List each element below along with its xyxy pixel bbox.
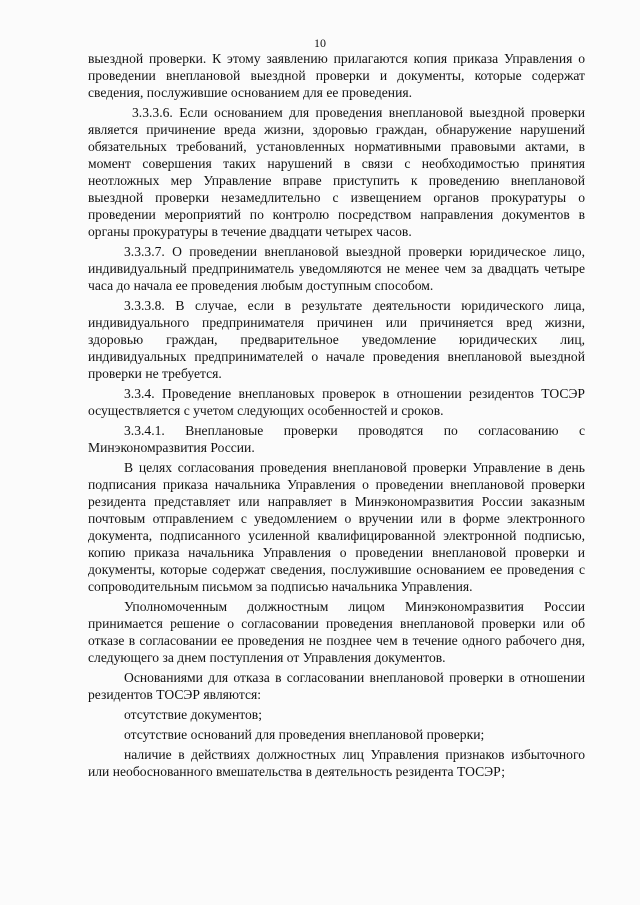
paragraph-p2: 3.3.3.7. О проведении внеплановой выездной проверки юридическое лицо, индивидуальный предприниматель уведомляются не менее чем за двадцать четыре часа до начала ее проведения любым доступным способом. — [88, 244, 585, 293]
paragraph-p7: Уполномоченным должностным лицом Минэкономразвития России принимается решение о согласовании проведения внеплановой проверки или об отказе в согласовании ее проведения не позднее чем в течение одного рабочего дня, следующего за днем поступления от Управления документов. — [88, 599, 585, 665]
document-body — [88, 50, 585, 783]
paragraph-p0: выездной проверки. К этому заявлению прилагаются копия приказа Управления о проведении внеплановой выездной проверки и документы, которые содержат сведения, послужившие основанием для ее проведения. — [88, 51, 585, 100]
paragraph-p3: 3.3.3.8. В случае, если в результате деятельности юридического лица, индивидуального предпринимателя причинен или причиняется вред жизни, здоровью граждан, предварительное уведомление юридических лиц, индивидуальных предпринимателей о начале проведения внеплановой выездной проверки не требуется. — [88, 298, 585, 381]
paragraph-p1: 3.3.3.6. Если основанием для проведения внеплановой выездной проверки является причинение вреда жизни, здоровью граждан, обнаружение нарушений обязательных требований, установленных нормативными правовыми актами, в момент совершения таких нарушений в связи с необходимостью принятия неотложных мер Управление вправе приступить к проведению внеплановой выездной проверки незамедлительно с извещением органов прокуратуры о проведении мероприятий по контролю посредством направления документов в органы прокуратуры в течение двадцати четырех часов. — [88, 105, 585, 239]
paragraph-p4: 3.3.4. Проведение внеплановых проверок в отношении резидентов ТОСЭР осуществляется с учетом следующих особенностей и сроков. — [88, 386, 585, 418]
paragraph-p11: наличие в действиях должностных лиц Управления признаков избыточного или необоснованного вмешательства в деятельность резидента ТОСЭР; — [88, 747, 585, 779]
paragraph-p5: 3.3.4.1. Внеплановые проверки проводятся по согласованию с Минэкономразвития России. — [88, 423, 585, 455]
paragraph-p10: отсутствие оснований для проведения внеплановой проверки; — [124, 727, 485, 742]
paragraph-p9: отсутствие документов; — [124, 707, 262, 722]
page-number: 10 — [314, 36, 326, 50]
paragraph-p8: Основаниями для отказа в согласовании внеплановой проверки в отношении резидентов ТОСЭР являются: — [88, 670, 585, 702]
paragraph-p6: В целях согласования проведения внеплановой проверки Управление в день подписания приказа начальника Управления о проведении внеплановой проверки резидента представляет или направляет в Минэкономразвития России заказным почтовым отправлением с уведомлением о вручении или в форме электронного документа, подписанного усиленной квалифицированной электронной подписью, копию приказа начальника Управления о проведении внеплановой проверки и документы, которые содержат сведения, послужившие основанием ее проведения с сопроводительным письмом за подписью начальника Управления. — [88, 460, 585, 594]
